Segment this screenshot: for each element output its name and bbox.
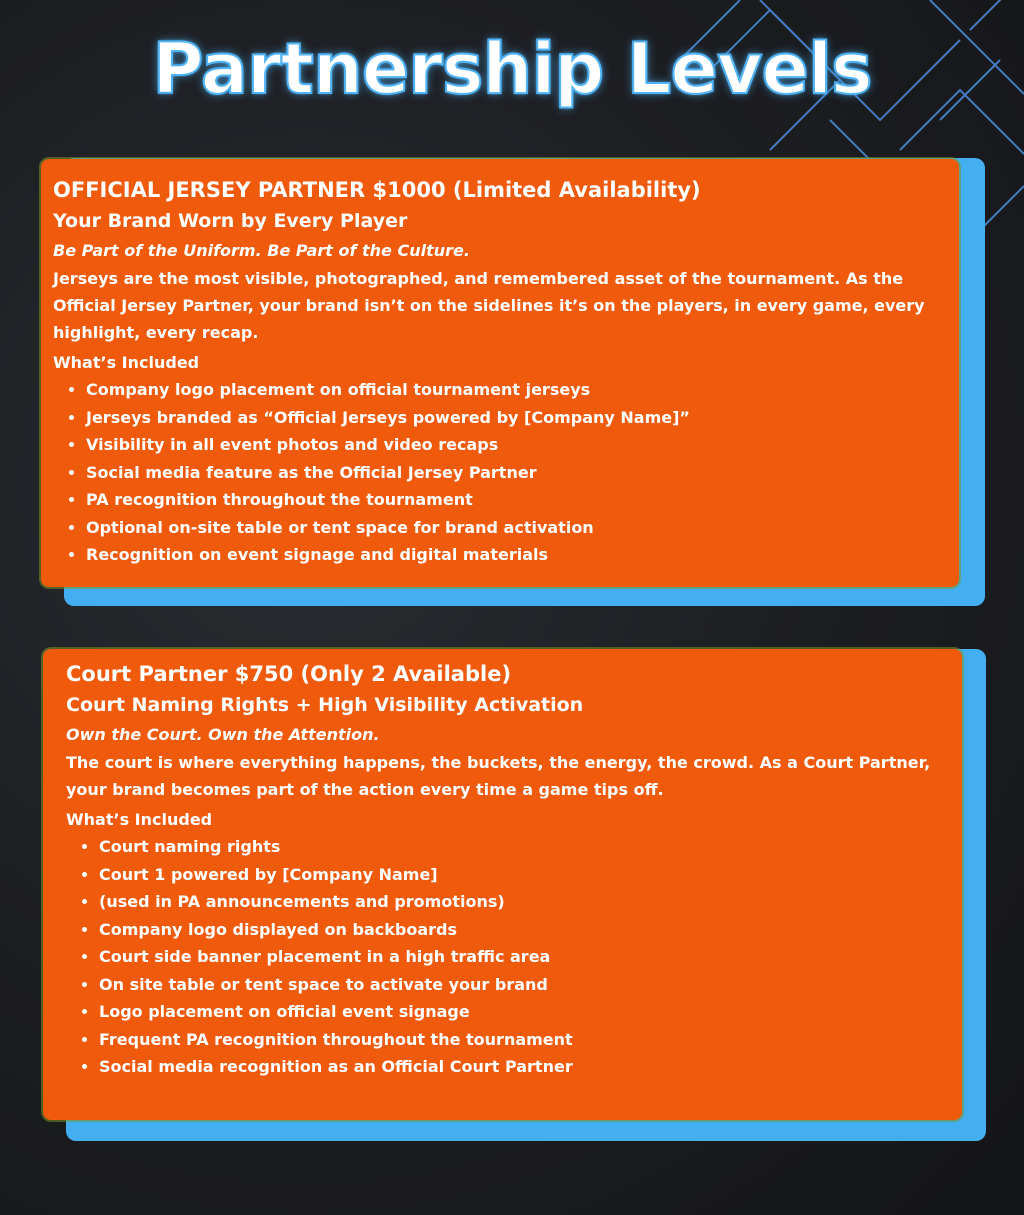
included-list: [66, 833, 940, 1081]
list-item: • Company logo displayed on backboards: [99, 916, 940, 944]
partner-price: $750: [234, 662, 294, 686]
card-heading: [53, 175, 947, 205]
list-item: • Jerseys branded as “Official Jerseys powered by [Company Name]”: [86, 404, 947, 432]
included-label: What’s Included: [66, 810, 213, 829]
partner-name: OFFICIAL JERSEY PARTNER: [53, 178, 366, 202]
card-heading: [66, 659, 940, 689]
list-item: • Optional on-site table or tent space for brand activation: [86, 514, 947, 542]
jersey-partner-card: [41, 159, 959, 587]
court-partner-card: [43, 649, 962, 1120]
card-subtitle: Your Brand Worn by Every Player: [53, 210, 408, 232]
list-item: • Court 1 powered by [Company Name]: [99, 861, 940, 889]
list-item: • (used in PA announcements and promotions): [99, 888, 940, 916]
partner-price: $1000: [372, 178, 446, 202]
list-item: • Social media recognition as an Official Court Partner: [99, 1053, 940, 1081]
partner-name: Court Partner: [66, 662, 228, 686]
list-item: • Court naming rights: [99, 833, 940, 861]
partner-availability: (Limited Availability): [452, 178, 701, 202]
card-description: The court is where everything happens, the buckets, the energy, the crowd. As a Court Partner, your brand becomes part of the action every time a game tips off.: [66, 753, 931, 799]
list-item: • On site table or tent space to activate your brand: [99, 971, 940, 999]
list-item: • Company logo placement on official tournament jerseys: [86, 376, 947, 404]
card-subtitle: Court Naming Rights + High Visibility Activation: [66, 694, 584, 716]
partner-availability: (Only 2 Available): [300, 662, 512, 686]
card-tagline: Be Part of the Uniform. Be Part of the Culture.: [53, 241, 470, 260]
list-item: • Recognition on event signage and digital materials: [86, 541, 947, 569]
list-item: • Social media feature as the Official Jersey Partner: [86, 459, 947, 487]
list-item: • Visibility in all event photos and video recaps: [86, 431, 947, 459]
list-item: • Court side banner placement in a high traffic area: [99, 943, 940, 971]
included-label: What’s Included: [53, 353, 200, 372]
page-title: Partnership Levels: [152, 28, 872, 110]
list-item: • Frequent PA recognition throughout the tournament: [99, 1026, 940, 1054]
card-tagline: Own the Court. Own the Attention.: [66, 725, 380, 744]
included-list: [53, 376, 947, 569]
card-description: Jerseys are the most visible, photographed, and remembered asset of the tournament. As the Official Jersey Partner, your brand isn’t on the sidelines it’s on the players, in every game, every highlight, every recap.: [53, 269, 925, 342]
list-item: • Logo placement on official event signage: [99, 998, 940, 1026]
list-item: • PA recognition throughout the tournament: [86, 486, 947, 514]
